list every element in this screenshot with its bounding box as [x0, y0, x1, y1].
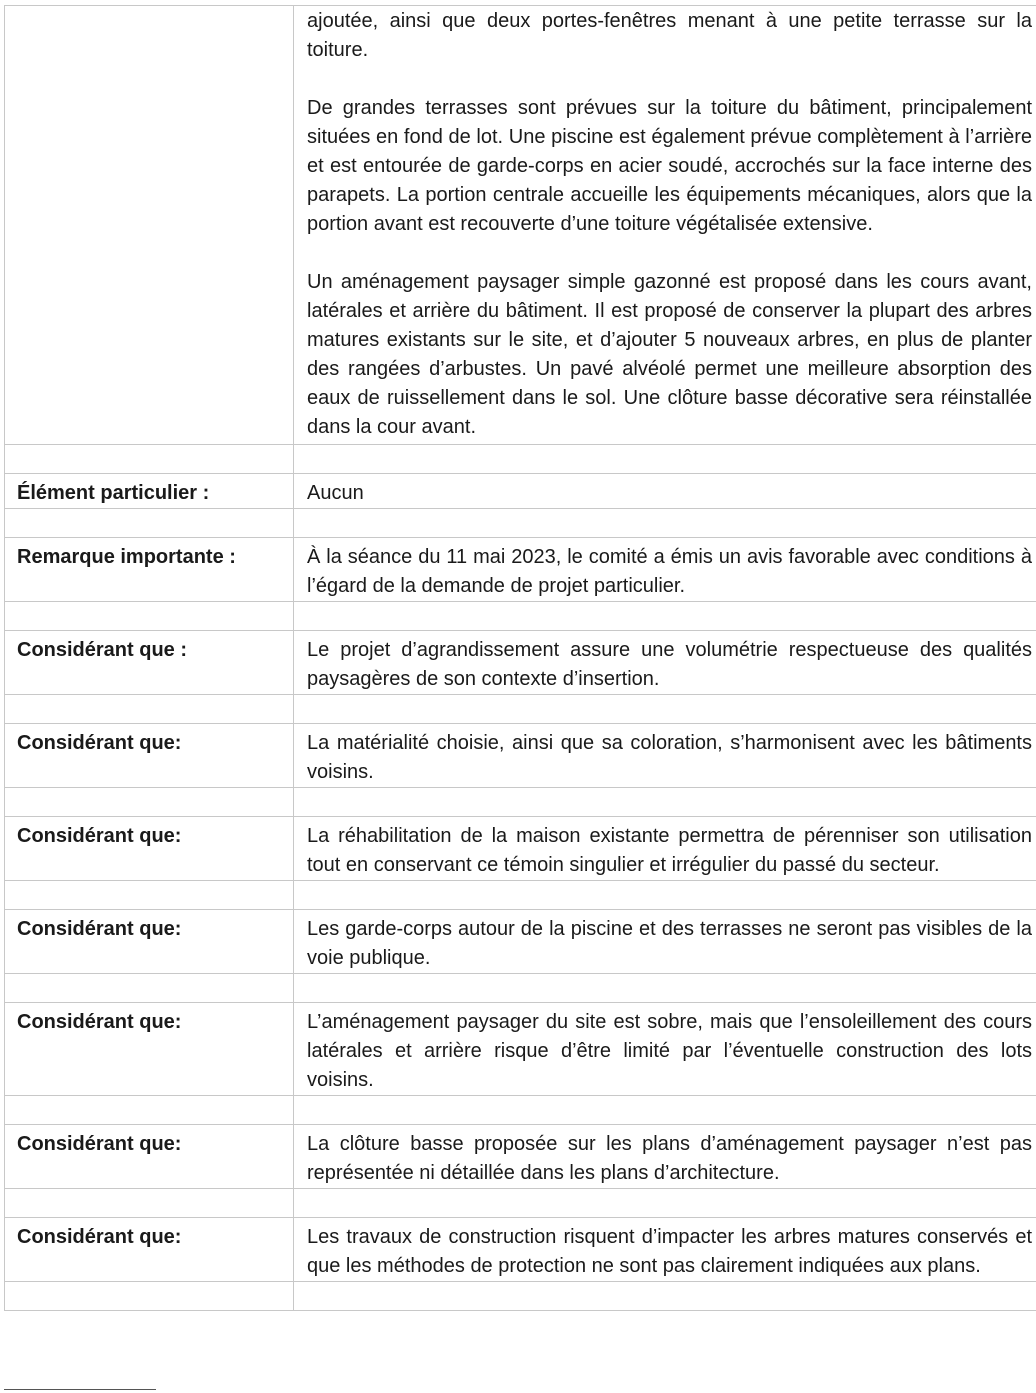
row-label: Considérant que:: [5, 910, 294, 974]
row-label: Considérant que:: [5, 1125, 294, 1189]
spacer-row: [5, 974, 1036, 1003]
spacer-row: [5, 1282, 1036, 1311]
row-label: Élément particulier :: [5, 474, 294, 509]
table-row-intro: [5, 6, 1036, 445]
spacer-row: [5, 509, 1036, 538]
document-table: [4, 5, 1036, 1311]
spacer-row: [5, 881, 1036, 910]
row-value: La réhabilitation de la maison existante permettra de pérenniser son utilisation tout en conservant ce témoin singulier et irrégulier du passé du secteur.: [294, 817, 1036, 881]
row-value: La matérialité choisie, ainsi que sa coloration, s’harmonisent avec les bâtiments voisins.: [294, 724, 1036, 788]
table-row: [5, 1218, 1036, 1282]
spacer-row: [5, 1189, 1036, 1218]
row-label: Considérant que:: [5, 817, 294, 881]
table-row: [5, 1003, 1036, 1096]
row-value: Le projet d’agrandissement assure une volumétrie respectueuse des qualités paysagères de son contexte d’insertion.: [294, 631, 1036, 695]
spacer-row: [5, 602, 1036, 631]
table-row: [5, 631, 1036, 695]
row-value: Aucun: [294, 474, 1036, 509]
intro-label-cell: [5, 6, 294, 445]
row-value: Les garde-corps autour de la piscine et des terrasses ne seront pas visibles de la voie publique.: [294, 910, 1036, 974]
spacer-row: [5, 695, 1036, 724]
table-row: [5, 538, 1036, 602]
table-row: [5, 1125, 1036, 1189]
spacer-row: [5, 445, 1036, 474]
row-value: L’aménagement paysager du site est sobre, mais que l’ensoleillement des cours latérales et arrière risque d’être limité par l’éventuelle construction des lots voisins.: [294, 1003, 1036, 1096]
row-label: Remarque importante :: [5, 538, 294, 602]
row-value: À la séance du 11 mai 2023, le comité a émis un avis favorable avec conditions à l’égard de la demande de projet particulier.: [294, 538, 1036, 602]
intro-paragraph: De grandes terrasses sont prévues sur la toiture du bâtiment, principalement situées en fond de lot. Une piscine est également prévue complètement à l’arrière et est entourée de garde-corps en acier soudé, accrochés sur la face interne des parapets. La portion centrale accueille les équipements mécaniques, alors que la portion avant est recouverte d’une toiture végétalisée extensive.: [307, 97, 1032, 235]
footnote-separator: [4, 1389, 156, 1390]
row-value: Les travaux de construction risquent d’impacter les arbres matures conservés et que les méthodes de protection ne sont pas clairement indiquées aux plans.: [294, 1218, 1036, 1282]
row-label: Considérant que:: [5, 1218, 294, 1282]
table-row: [5, 910, 1036, 974]
intro-description-cell: [294, 6, 1036, 445]
row-value: La clôture basse proposée sur les plans d’aménagement paysager n’est pas représentée ni détaillée dans les plans d’architecture.: [294, 1125, 1036, 1189]
table-row: [5, 724, 1036, 788]
intro-paragraph: Un aménagement paysager simple gazonné est proposé dans les cours avant, latérales et arrière du bâtiment. Il est proposé de conserver la plupart des arbres matures existants sur le site, et d’ajouter 5 nouveaux arbres, en plus de planter des rangées d’arbustes. Un pavé alvéolé permet une meilleure absorption des eaux de ruissellement dans le sol. Une clôture basse décorative sera réinstallée dans la cour avant.: [307, 271, 1032, 438]
row-label: Considérant que :: [5, 631, 294, 695]
spacer-row: [5, 1096, 1036, 1125]
spacer-row: [5, 788, 1036, 817]
table-row: [5, 474, 1036, 509]
intro-paragraph: ajoutée, ainsi que deux portes-fenêtres menant à une petite terrasse sur la toiture.: [307, 10, 1032, 61]
table-row: [5, 817, 1036, 881]
row-label: Considérant que:: [5, 1003, 294, 1096]
row-label: Considérant que:: [5, 724, 294, 788]
